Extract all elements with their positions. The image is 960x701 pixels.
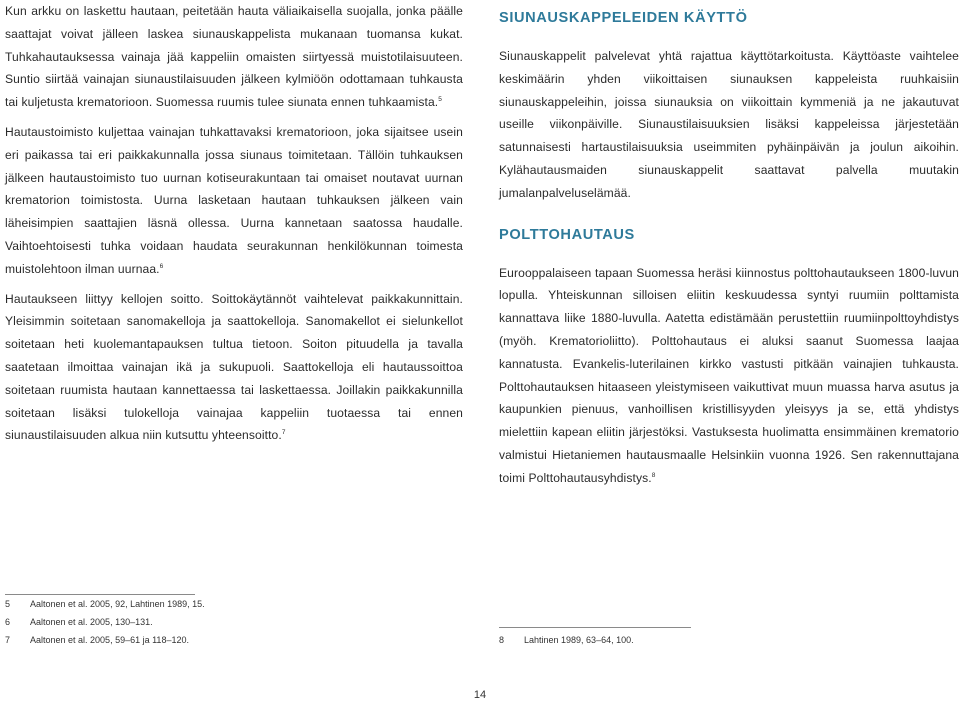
footnote-ref: 5	[438, 96, 442, 104]
left-column	[5, 0, 463, 447]
paragraph: Hautaukseen liittyy kellojen soitto. Soittokäytännöt vaihtelevat paikkakunnittain. Yleisimmin soitetaan sanomakelloja ja saattokelloja. Sanomakellot ei sielunkellot soitetaan heti kuolemantapauksen tultua tietoon. Soiton pituudella ja tavalla saatetaan ilmoittaa vainajan ikä ja sukupuoli. Saattokelloja eli hautaussoittoa soitetaan ruumista hautaan kannettaessa tai laskettaessa. Joillakin paikkakunnilla soitetaan lisäksi tulokelloja vainajaa kappeliin tuotaessa tai ennen siunaustilaisuuden alkua niin kutsuttu yhteensoitto.$^7$	[5, 291, 463, 443]
footnote: 8 Lahtinen 1989, 63–64, 100.	[499, 635, 634, 645]
paragraph: Kun arkku on laskettu hautaan, peitetään hauta väliaikaisella suojalla, jonka päälle saattajat voivat jälleen laskea siunauskappelista mukanaan tuomansa kukat. Tuhkahautauksessa vainaja jää kappeliin omaisten siirtyessä muistotilaisuuteen. Suntio siirtää vainajan siunaustilaisuuden jälkeen kylmiöön odottamaan tuhkausta tai kuljetusta krematorioon. Suomessa ruumis tulee siunata ennen tuhkaamista.$^5$	[5, 4, 463, 110]
footnote-ref: 6	[159, 262, 164, 270]
footnote-divider	[499, 627, 691, 628]
footnote: 6 Aaltonen et al. 2005, 130–131.	[5, 617, 153, 627]
paragraph: Hautaustoimisto kuljettaa vainajan tuhkattavaksi krematorioon, joka sijaitsee usein eri paikassa tai eri paikkakunnalla jossa siunaus toimitetaan. Tällöin tuhkauksen jälkeen hautaustoimisto tuo uurnan kotiseurakuntaan tai omaiset noutavat uurnan krematorion toimistosta. Uurna lasketaan hautaan tuhkauksen jälkeen vain läheisimpien saattajien läsnä ollessa. Uurna kannetaan saatossa haudalle. Vaihtoehtoisesti tuhka voidaan haudata seurakunnan henkilökunnan toimesta muistolehtoon ilman uurnaa.$^6$	[5, 124, 463, 276]
section-heading: POLTTOHAUTAUS	[499, 226, 635, 243]
footnote-ref: 8	[651, 471, 656, 479]
footnote-divider	[5, 594, 195, 595]
footnote: 7 Aaltonen et al. 2005, 59–61 ja 118–120.	[5, 635, 189, 645]
paragraph: Siunauskappelit palvelevat yhtä rajattua käyttötarkoitusta. Käyttöaste vaihtelee keskimäärin yhden viikoittaisen siunauksen kappeleista ruuhkaisiin siunauskappeleihin, joissa siunauksia on viikoittain kymmeniä ja ne jakautuvat useille viikonpäiville. Siunaustilaisuuksien lisäksi kappeleissa järjestetään satunnaisesti hartaustilaisuuksia useimmiten pyhäinpäivän ja joulun aikoihin. Kylähautausmaiden siunauskappelit saattavat palvella muutakin jumalanpalveluselämää.	[499, 49, 959, 200]
footnote-ref: 7	[281, 429, 286, 437]
section-heading: SIUNAUSKAPPELEIDEN KÄYTTÖ	[499, 10, 748, 26]
footnote: 5 Aaltonen et al. 2005, 92, Lahtinen 1989, 15.	[5, 599, 205, 609]
paragraph: Eurooppalaiseen tapaan Suomessa heräsi kiinnostus polttohautaukseen 1800-luvun lopulla. Yhteiskunnan silloisen eliitin keskuudessa syntyi ruumiin polttamista kannattava liike 1880-luvulla. Aatetta edistämään perustettiin ruumiinpolttoyhdistys (myöh. Krematorioliitto). Polttohautaus ei aluksi saanut Suomessa laajaa kannatusta. Evankelis-luterilainen kirkko vastusti pitkään vainajien tuhkausta. Polttohautauksen hitaaseen yleistymiseen vaikuttivat muun muassa harva asutus ja kaupunkien pienuus, vanhoillisen kristillisyyden yleisyys ja se, että yhdistys mielettiin kapean eliitin järjestöksi. Vastuksesta huolimatta ensimmäinen krematorio valmistui Hietaniemen hautausmaalle Helsinkiin vuonna 1926. Sen rakennuttajana toimi Polttohautausyhdistys.$^8$	[499, 265, 959, 485]
right-column	[499, 0, 959, 490]
page-number: 14	[473, 689, 487, 701]
